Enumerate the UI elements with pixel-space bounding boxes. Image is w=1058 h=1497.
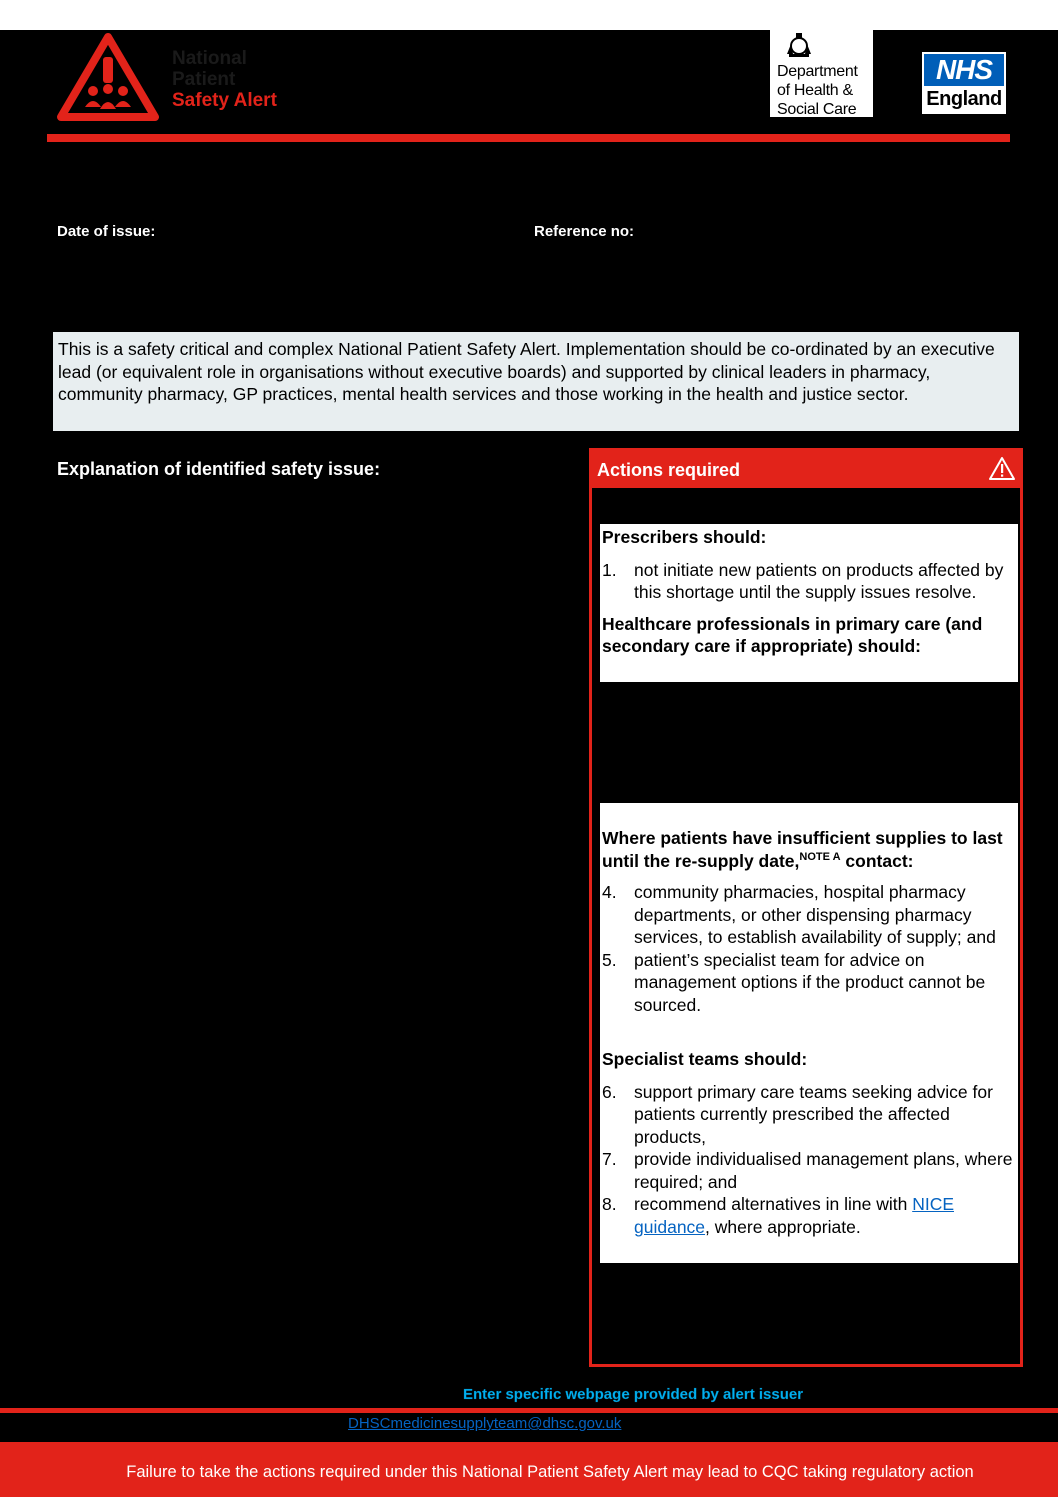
prescribers-heading: Prescribers should: <box>602 527 767 547</box>
dhsc-line-1: Department <box>777 63 858 80</box>
contact-email-link[interactable]: DHSCmedicinesupplyteam@dhsc.gov.uk <box>348 1415 622 1432</box>
footer-divider <box>0 1408 1058 1413</box>
prescribers-panel <box>600 524 1018 682</box>
list-item: 6. support primary care teams seeking advice for patients currently prescribed the affected products, <box>602 1081 993 1147</box>
header-divider <box>47 134 1010 142</box>
hcp-heading: Healthcare professionals in primary care (and secondary care if appropriate) should: <box>602 613 983 656</box>
specialist-heading: Specialist teams should: <box>602 1049 808 1069</box>
reference-no-label: Reference no: <box>534 223 635 240</box>
warning-icon <box>988 456 1016 481</box>
actions-title: Actions required <box>597 460 741 480</box>
dhsc-line-3: Social Care <box>777 101 857 118</box>
list-item: 8. recommend alternatives in line with NICE guidance, where appropriate. <box>602 1194 954 1237</box>
intro-box: This is a safety critical and complex National Patient Safety Alert. Implementation should be co-ordinated by an executive lead (or equivalent role in organisations without executive boards) and supported by clinical leaders in pharmacy, community pharmacy, GP practices, mental health services and those working in the health and justice sector. <box>53 332 1019 431</box>
date-of-issue-label: Date of issue: <box>57 223 156 240</box>
list-item: 7. provide individualised management plans, where required; and <box>602 1149 1013 1192</box>
webpage-placeholder: Enter specific webpage provided by alert issuer <box>462 1386 804 1403</box>
list-item: 5. patient’s specialist team for advice on management options if the product cannot be sourced. <box>602 949 986 1015</box>
dhsc-logo <box>770 30 873 117</box>
royal-crest-icon <box>784 32 814 58</box>
nhs-logo-box: NHS <box>924 54 1004 86</box>
logo-line-national: National <box>172 48 247 69</box>
dhsc-line-2: of Health & <box>777 82 853 99</box>
cqc-warning-banner <box>0 1442 1058 1497</box>
nhs-logo-region: England <box>926 88 1002 110</box>
explanation-title: Explanation of identified safety issue: <box>57 459 381 479</box>
list-item: 1. not initiate new patients on products affected by this shortage until the supply issues resolve. <box>602 559 1004 602</box>
top-margin <box>0 0 1058 30</box>
logo-line-patient: Patient <box>172 69 236 90</box>
safety-alert-logo-icon <box>55 31 161 128</box>
actions-required-box <box>589 448 1023 1367</box>
note-a-ref: NOTE A <box>799 850 841 863</box>
logo-wordmark <box>172 48 277 111</box>
cqc-warning-text: Failure to take the actions required under this National Patient Safety Alert may lead to CQC taking regulatory action <box>126 1463 974 1481</box>
nhs-england-logo <box>922 52 1006 114</box>
nice-guidance-link[interactable]: NICE guidance <box>634 1194 954 1237</box>
insufficient-supply-heading: Where patients have insufficient supplies to last until the re-supply date,$^{NOTE A}$ contact: <box>602 828 1003 871</box>
insufficient-supply-panel <box>600 803 1018 1263</box>
logo-line-safety-alert: Safety Alert <box>172 90 277 111</box>
list-item: 4. community pharmacies, hospital pharmacy departments, or other dispensing pharmacy services, to establish availability of supply; and <box>602 882 996 947</box>
actions-header <box>592 451 1020 488</box>
